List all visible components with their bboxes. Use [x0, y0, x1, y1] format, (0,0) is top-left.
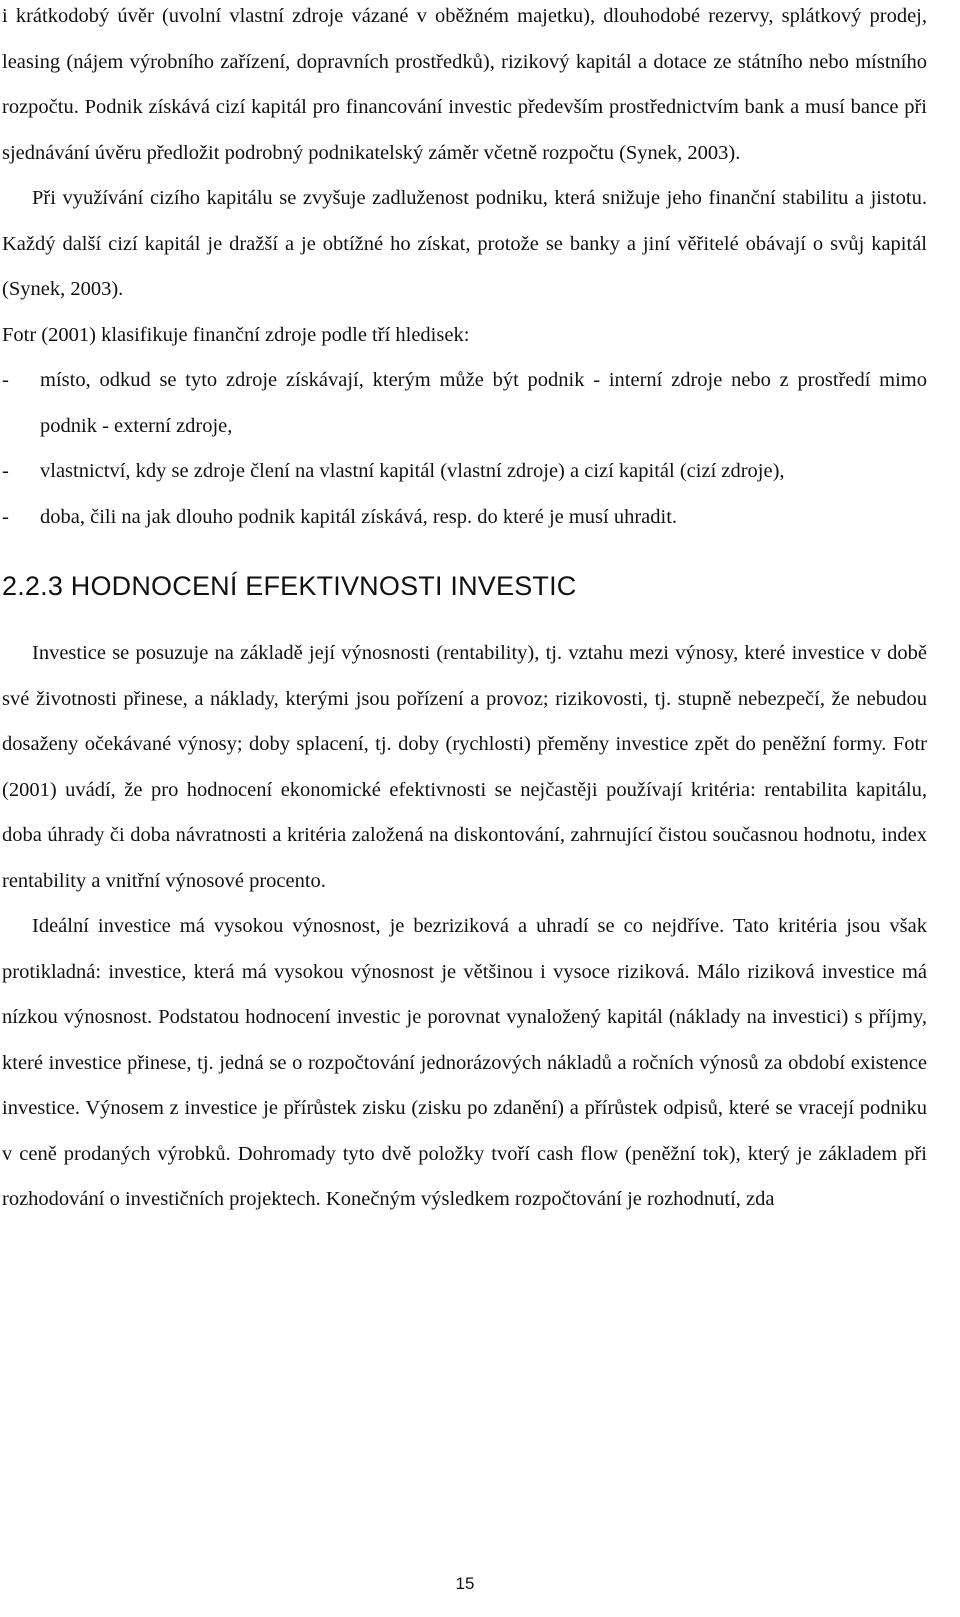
- intro-paragraph-1: i krátkodobý úvěr (uvolní vlastní zdroje vázané v oběžném majetku), dlouhodobé rezervy, splátkový prodej, leasing (nájem výrobního zařízení, dopravních prostředků), rizikový kapitál a dotace ze státního nebo místního rozpočtu. Podnik získává cizí kapitál pro financování investic především prostřednictvím bank a musí bance při sjednávání úvěru předložit podrobný podnikatelský záměr včetně rozpočtu (Synek, 2003).: [2, 5, 927, 164]
- classification-list: [2, 358, 927, 540]
- section-paragraph-2: Ideální investice má vysokou výnosnost, je bezriziková a uhradí se co nejdříve. Tato kritéria jsou však protikladná: investice, která má vysokou výnosnost je většinou i vysoce riziková. Málo riziková investice má nízkou výnosnost. Podstatou hodnocení investic je porovnat vynaložený kapitál (náklady na investici) s příjmy, které investice přinese, tj. jedná se o rozpočtování jednorázových nákladů a ročních výnosů za období existence investice. Výnosem z investice je přírůstek zisku (zisku po zdanění) a přírůstek odpisů, které se vracejí podniku v ceně prodaných výrobků. Dohromady tyto dvě položky tvoří cash flow (peněžní tok), který je základem při rozhodování o investičních projektech. Konečným výsledkem rozpočtování je rozhodnutí, zda: [2, 915, 927, 1210]
- list-item: [2, 358, 927, 449]
- section-heading: 2.2.3 HODNOCENÍ EFEKTIVNOSTI INVESTIC: [2, 571, 577, 601]
- list-dash: -: [2, 505, 9, 528]
- list-item-text: doba, čili na jak dlouho podnik kapitál získává, resp. do které je musí uhradit.: [40, 505, 678, 528]
- page-number: 15: [455, 1574, 475, 1593]
- list-dash: -: [2, 460, 9, 482]
- classification-intro: Fotr (2001) klasifikuje finanční zdroje podle tří hledisek:: [2, 323, 470, 346]
- section-paragraph-1: Investice se posuzuje na základě její výnosnosti (rentability), tj. vztahu mezi výnosy, které investice v době své životnosti přinese, a náklady, kterými jsou pořízení a provoz; rizikovosti, tj. stupně nebezpečí, že nebudou dosaženy očekávané výnosy; doby splacení, tj. doby (rychlosti) přeměny investice zpět do peněžní formy. Fotr (2001) uvádí, že pro hodnocení ekonomické efektivnosti se nejčastěji používají kritéria: rentabilita kapitálu, doba úhrady či doba návratnosti a kritéria založená na diskontování, zahrnující čistou současnou hodnotu, index rentability a vnitřní výnosové procento.: [2, 642, 927, 892]
- list-item-text: vlastnictví, kdy se zdroje člení na vlastní kapitál (vlastní zdroje) a cizí kapitál (cizí zdroje),: [40, 460, 785, 482]
- page-content: [2, 0, 927, 1223]
- list-item-text: místo, odkud se tyto zdroje získávají, kterým může být podnik - interní zdroje nebo z prostředí mimo podnik - externí zdroje,: [40, 369, 927, 437]
- list-item: [2, 495, 927, 541]
- list-dash: -: [2, 369, 9, 391]
- list-item: [2, 449, 927, 495]
- intro-paragraph-2: Při využívání cizího kapitálu se zvyšuje zadluženost podniku, která snižuje jeho finanční stabilitu a jistotu. Každý další cizí kapitál je dražší a je obtížné ho získat, protože se banky a jiní věřitelé obávají o svůj kapitál (Synek, 2003).: [2, 187, 927, 300]
